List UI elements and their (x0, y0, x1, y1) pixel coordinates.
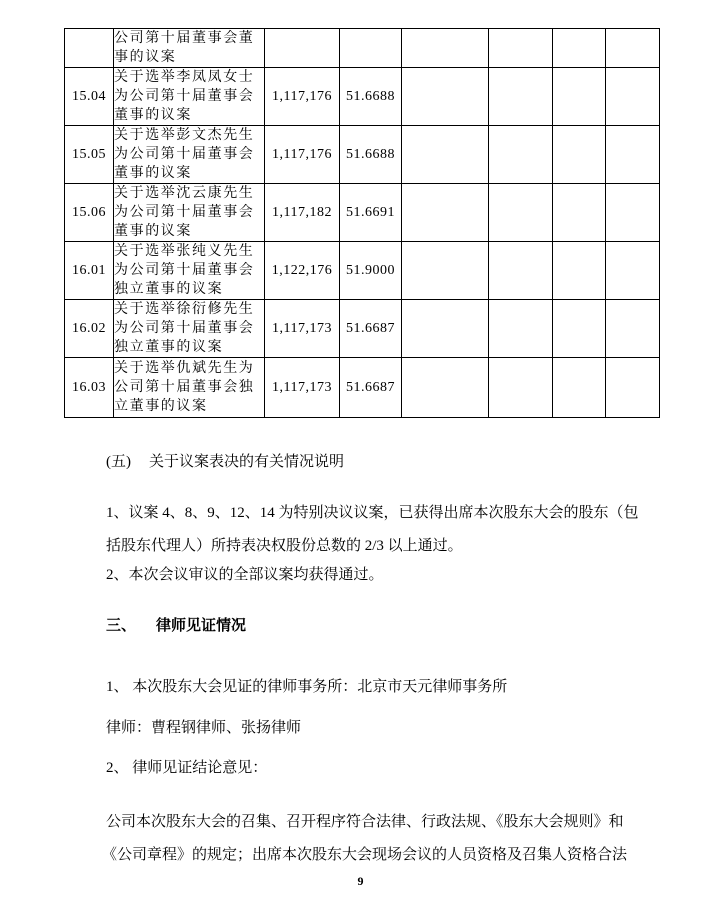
empty-cell (606, 242, 660, 300)
empty-cell (606, 300, 660, 358)
empty-cell (606, 29, 660, 68)
percentage-cell: 51.6688 (340, 126, 402, 184)
table-row (65, 126, 660, 184)
proposal-number-cell: 15.04 (65, 68, 114, 126)
votes-cell: 1,117,173 (265, 358, 340, 418)
law-firm-line: 1、 本次股东大会见证的律师事务所：北京市天元律师事务所 (106, 679, 508, 695)
proposal-text-cell: 关于选举彭文杰先生为公司第十届董事会董事的议案 (114, 126, 265, 184)
table-row (65, 68, 660, 126)
table-row (65, 29, 660, 68)
percentage-cell (340, 29, 402, 68)
empty-cell (606, 68, 660, 126)
proposal-text-cell: 公司第十届董事会董事的议案 (114, 29, 265, 68)
section-three-label: 三、 (106, 618, 137, 634)
proposal-number-cell: 15.05 (65, 126, 114, 184)
empty-cell (489, 242, 553, 300)
votes-cell: 1,117,176 (265, 126, 340, 184)
section-three-title: 律师见证情况 (156, 618, 247, 634)
table-row (65, 300, 660, 358)
section-five-heading (106, 453, 344, 471)
empty-cell (553, 242, 606, 300)
empty-cell (553, 358, 606, 418)
table-row (65, 184, 660, 242)
conclusion-label-line: 2、 律师见证结论意见： (106, 760, 268, 776)
votes-cell: 1,117,182 (265, 184, 340, 242)
empty-cell (606, 358, 660, 418)
proposal-number-cell: 16.03 (65, 358, 114, 418)
empty-cell (606, 126, 660, 184)
empty-cell (402, 68, 489, 126)
proposal-number-cell: 16.02 (65, 300, 114, 358)
all-proposals-passed-line: 2、本次会议审议的全部议案均获得通过。 (106, 567, 384, 583)
votes-cell: 1,122,176 (265, 242, 340, 300)
section-three-heading (106, 617, 246, 635)
empty-cell (606, 184, 660, 242)
votes-cell: 1,117,173 (265, 300, 340, 358)
percentage-cell: 51.6691 (340, 184, 402, 242)
conclusion-line-1: 公司本次股东大会的召集、召开程序符合法律、行政法规、《股东大会规则》和 (106, 814, 624, 830)
section-five-label: (五) (106, 454, 131, 470)
empty-cell (489, 68, 553, 126)
empty-cell (489, 29, 553, 68)
proposal-number-cell: 16.01 (65, 242, 114, 300)
proposal-number-cell: 15.06 (65, 184, 114, 242)
table-row (65, 358, 660, 418)
page-number: 9 (357, 874, 364, 888)
special-resolution-line-1: 1、议案 4、8、9、12、14 为特别决议议案，已获得出席本次股东大会的股东（包 (106, 505, 639, 521)
percentage-cell: 51.6688 (340, 68, 402, 126)
special-resolution-line-2: 括股东代理人）所持表决权股份总数的 2/3 以上通过。 (106, 538, 463, 554)
voting-results-table (64, 28, 660, 418)
percentage-cell: 51.9000 (340, 242, 402, 300)
empty-cell (402, 184, 489, 242)
votes-cell: 1,117,176 (265, 68, 340, 126)
percentage-cell: 51.6687 (340, 300, 402, 358)
empty-cell (553, 68, 606, 126)
proposal-text-cell: 关于选举沈云康先生为公司第十届董事会董事的议案 (114, 184, 265, 242)
empty-cell (402, 29, 489, 68)
empty-cell (553, 184, 606, 242)
empty-cell (553, 300, 606, 358)
proposal-text-cell: 关于选举仇斌先生为公司第十届董事会独立董事的议案 (114, 358, 265, 418)
empty-cell (553, 126, 606, 184)
empty-cell (489, 300, 553, 358)
conclusion-line-2: 《公司章程》的规定；出席本次股东大会现场会议的人员资格及召集人资格合法 (102, 847, 628, 863)
table-row (65, 242, 660, 300)
empty-cell (402, 358, 489, 418)
empty-cell (402, 242, 489, 300)
lawyers-line: 律师：曹程钢律师、张扬律师 (106, 720, 302, 736)
proposal-number-cell (65, 29, 114, 68)
votes-cell (265, 29, 340, 68)
proposal-text-cell: 关于选举徐衍修先生为公司第十届董事会独立董事的议案 (114, 300, 265, 358)
empty-cell (402, 126, 489, 184)
empty-cell (489, 126, 553, 184)
section-five-title: 关于议案表决的有关情况说明 (149, 454, 345, 470)
proposal-text-cell: 关于选举李凤凤女士为公司第十届董事会董事的议案 (114, 68, 265, 126)
proposal-text-cell: 关于选举张纯义先生为公司第十届董事会独立董事的议案 (114, 242, 265, 300)
empty-cell (489, 358, 553, 418)
empty-cell (489, 184, 553, 242)
empty-cell (402, 300, 489, 358)
empty-cell (553, 29, 606, 68)
percentage-cell: 51.6687 (340, 358, 402, 418)
